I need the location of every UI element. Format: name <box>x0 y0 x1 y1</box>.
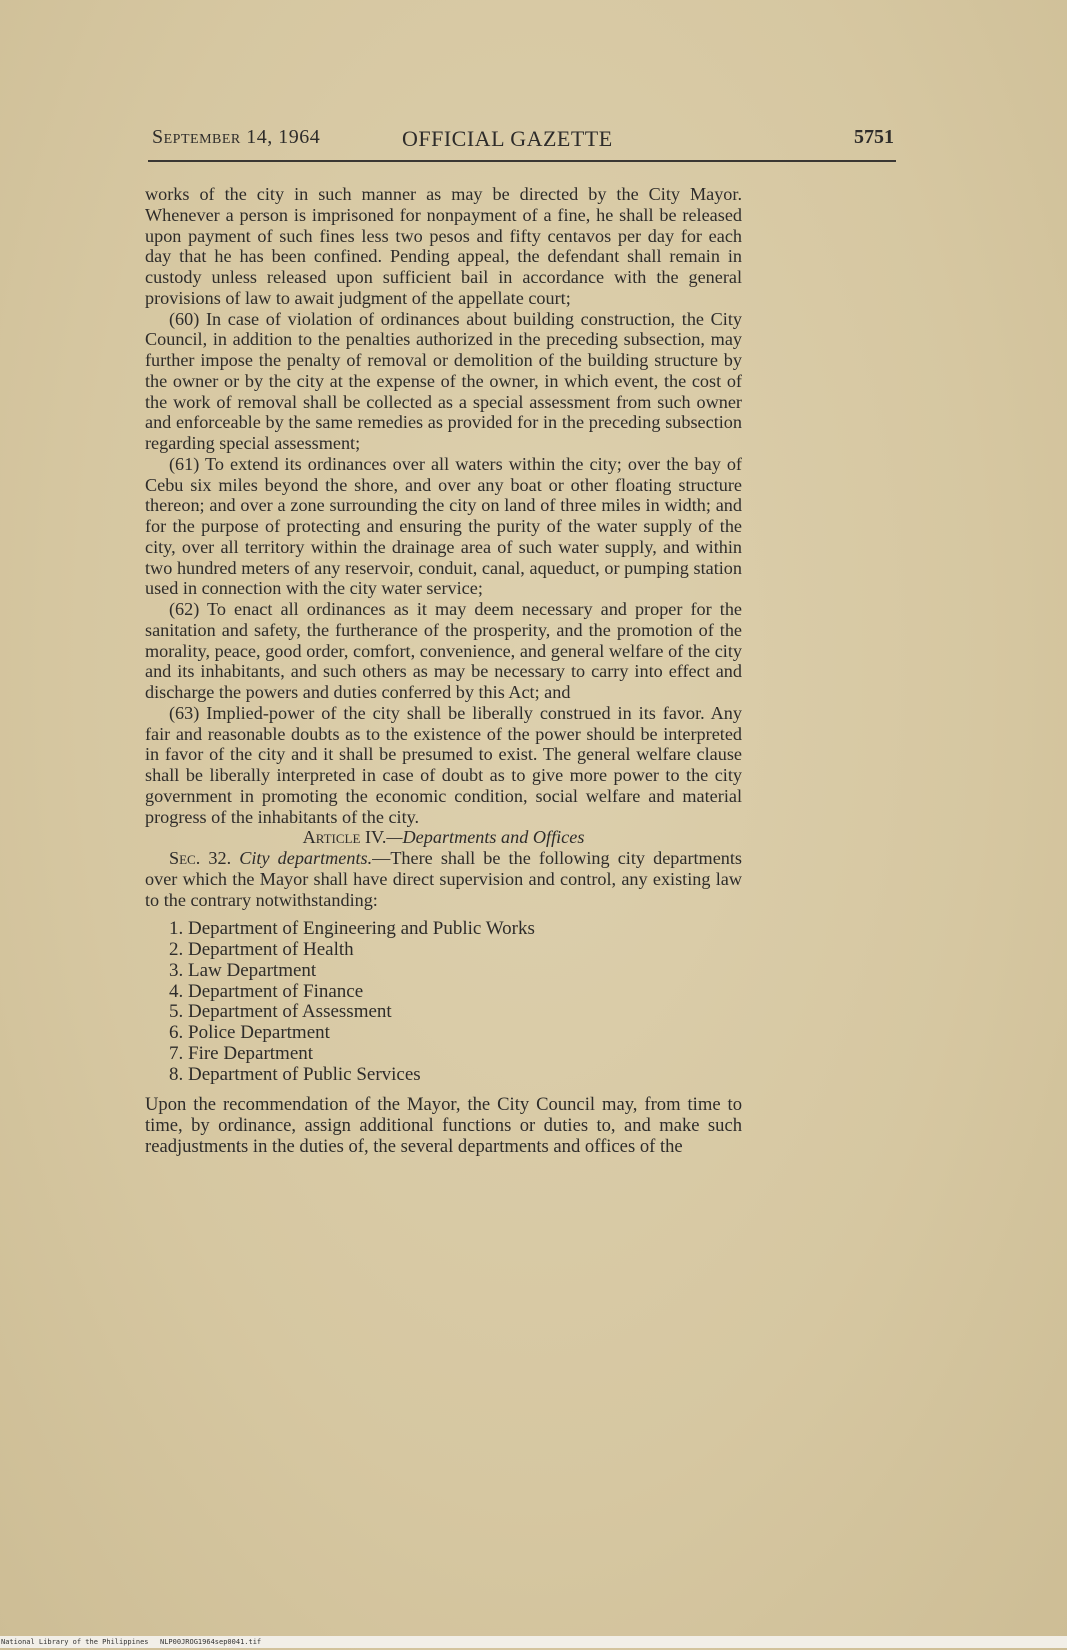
paragraph-61: (61) To extend its ordinances over all waters within the city; over the bay of Cebu six miles beyond the shore, and over any boat or other floating structure thereon; and over a zone surrounding the city on land of three miles in width; and for the purpose of protecting and ensuring the purity of the water supply of the city, over all territory within the drainage area of such water supply, and within two hundred meters of any reservoir, conduit, canal, aqueduct, or pumping station used in connection with the city water service; <box>145 453 742 599</box>
list-item: 7. Fire Department <box>169 1042 314 1064</box>
closing-paragraph: Upon the recommendation of the Mayor, the City Council may, from time to time, by ordinance, assign additional functions or duties to, and make such readjustments in the duties of, the several departments and offices of the <box>145 1094 742 1157</box>
list-item: 3. Law Department <box>169 959 317 981</box>
list-item: 5. Department of Assessment <box>169 1001 392 1023</box>
page-number: 5751 <box>854 126 894 148</box>
list-item: 1. Department of Engineering and Public Works <box>169 918 535 940</box>
article-label: Article IV. <box>302 827 387 848</box>
list-item: 4. Department of Finance <box>169 980 364 1002</box>
section-label: Sec. 32. <box>169 848 232 868</box>
footer-file: NLP00JROG1964sep0041.tif <box>160 1638 262 1646</box>
article-title: —Departments and Offices <box>386 827 585 848</box>
header-rule <box>148 160 896 162</box>
gazette-title: OFFICIAL GAZETTE <box>402 126 613 151</box>
paragraph-63: (63) Implied-power of the city shall be liberally construed in its favor. Any fair and reasonable doubts as to the existence of the power should be interpreted in favor of the city and it shall be presumed to exist. The general welfare clause shall be liberally interpreted in case of doubt as to give more power to the city government in promoting the economic condition, social welfare and material progress of the inhabitants of the city. <box>145 702 742 827</box>
section-text: —There shall be the following city departments over which the Mayor shall have direct supervision and control, any existing law to the contrary notwithstanding: <box>145 848 742 910</box>
section-32 <box>145 848 742 910</box>
list-item: 8. Department of Public Services <box>169 1063 421 1085</box>
list-item: 2. Department of Health <box>169 939 354 960</box>
paragraph-60: (60) In case of violation of ordinances about building construction, the City Council, in addition to the penalties authorized in the preceding subsection, may further impose the penalty of removal or demolition of the building structure by the owner or by the city at the expense of the owner, in which event, the cost of the work of removal shall be collected as a special assessment from such owner and enforceable by the same remedies as provided for in the preceding subsection regarding special assessment; <box>145 308 742 453</box>
paragraph-62: (62) To enact all ordinances as it may deem necessary and proper for the sanitation and safety, the furtherance of the prosperity, and the promotion of the morality, peace, good order, comfort, convenience, and general welfare of the city and its inhabitants, and such others as may be necessary to carry into effect and discharge the powers and duties conferred by this Act; and <box>145 599 742 702</box>
footer-library: National Library of the Philippines <box>1 1638 149 1646</box>
body-text <box>145 184 742 1158</box>
scan-footer <box>0 1636 1067 1648</box>
department-list <box>145 919 742 1085</box>
page-header <box>152 126 894 156</box>
section-title: City departments. <box>239 848 373 868</box>
header-date: September 14, 1964 <box>152 126 321 148</box>
list-item: 6. Police Department <box>169 1022 330 1043</box>
paragraph-continuation: works of the city in such manner as may be directed by the City Mayor. Whenever a person is imprisoned for nonpayment of a fine, he shall be released upon payment of such fines less two pesos and fifty centavos per day for each day that he has been confined. Pending appeal, the defendant shall remain in custody unless released upon sufficient bail in accordance with the general provisions of law to await judgment of the appellate court; <box>145 184 742 308</box>
article-heading <box>145 827 742 848</box>
